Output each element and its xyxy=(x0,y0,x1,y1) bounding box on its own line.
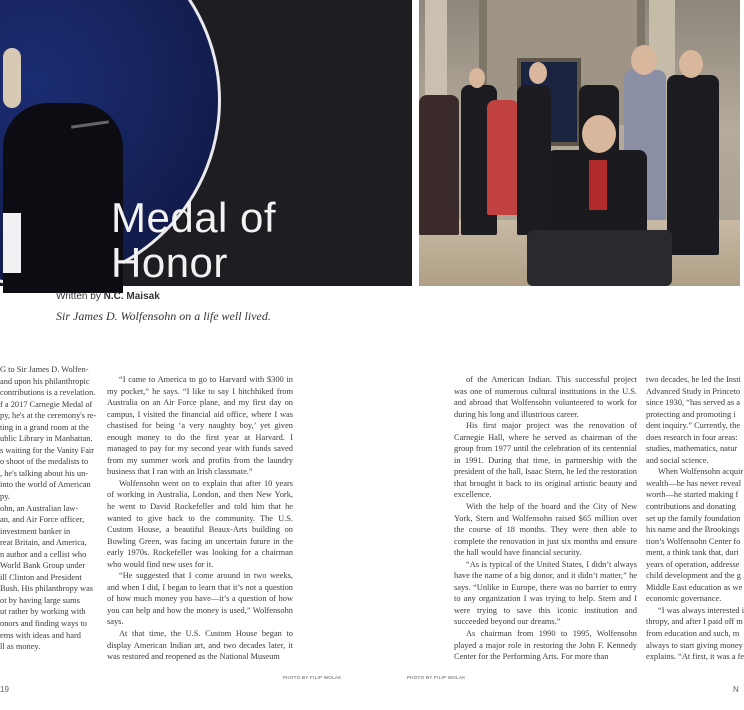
paragraph: “As is typical of the United States, I didn’t always have the name of a big donor, and it didn’t matter,” he says. “Unlike in Europe, there was no barrier to entry to any organization I was trying to help. Stern and I were trying to save this iconic institution and succeeded beyond our dreams.” xyxy=(454,559,637,627)
text-line: ublic Library in Manhattan. xyxy=(0,434,93,444)
text-line: investment banker in xyxy=(0,526,71,536)
text-line: o shoot of the medalists to xyxy=(0,457,89,467)
text-line: studies, mathematics, natur xyxy=(646,444,738,454)
text-line: When Wolfensohn acquir xyxy=(658,467,744,477)
text-line: two decades, he led the Insti xyxy=(646,375,741,384)
text-line: ohn, an Australian law- xyxy=(0,503,79,513)
guest-figure xyxy=(419,95,459,235)
paragraph: “I came to America to go to Harvard with $300 in my pocket,” he says. “I like to say I hitchhiked from Australia on an Air Force plane, and my first day on campus, I visited the financial aid office, where I was chastised for being ‘a very naughty boy,’ yet given enough money to do the first year at Harvard. I managed to pay for my second year with funds saved from my summer work and profits from the laundry business that I ran with an Irish classmate.” xyxy=(107,375,293,477)
text-line: economic governance. xyxy=(646,594,722,604)
author-name: N.C. Maisak xyxy=(103,291,160,302)
medal-ribbon xyxy=(589,160,607,210)
paragraph: “He suggested that I come around in two weeks, and when I did, I began to learn that it’s not a question of how much money you have—it’s a question of how you can help and how the money is used,” Wolfensohn says. xyxy=(107,571,293,627)
guest-head xyxy=(469,68,485,88)
speaker-figure xyxy=(3,103,123,293)
text-line: py. xyxy=(0,492,10,502)
text-line: G to Sir James D. Wolfen- xyxy=(0,365,89,374)
text-line: dent inquiry.” Currently, the xyxy=(646,421,741,431)
text-line: World Bank Group under xyxy=(0,561,86,571)
text-line: always to start giving money xyxy=(646,640,743,650)
guest-head xyxy=(679,50,703,78)
text-line: reat Britain, and America, xyxy=(0,538,87,548)
honoree-head xyxy=(582,115,616,153)
text-line: years of operation, addresse xyxy=(646,559,740,569)
text-line: does research in four areas: xyxy=(646,432,738,442)
text-line: Advanced Study in Princeto xyxy=(646,386,741,396)
woman-black-dress xyxy=(667,75,719,255)
text-line: ll as money. xyxy=(0,642,41,652)
page-number-left: 19 xyxy=(0,685,9,694)
text-line: s waiting for the Vanity Fair xyxy=(0,445,95,455)
title-line-2: Honor xyxy=(111,239,228,286)
text-line: ting in a grand room at the xyxy=(0,422,89,432)
wheelchair xyxy=(527,230,672,286)
title-line-1: Medal of xyxy=(111,194,277,241)
text-line: contributions and donating xyxy=(646,502,736,512)
text-line: ill Clinton and President xyxy=(0,572,82,582)
byline xyxy=(56,291,160,302)
hero-photo-right xyxy=(419,0,740,286)
guest-figure xyxy=(517,85,551,235)
body-column-1 xyxy=(0,362,97,653)
text-line: f a 2017 Carnegie Medal of xyxy=(0,399,93,409)
article-subtitle: Sir James D. Wolfensohn on a life well lived. xyxy=(56,309,271,323)
hero-photo-left xyxy=(0,0,412,286)
paragraph: As chairman from 1990 to 1995, Wolfensohn played a major role in restoring the John F. Kennedy Center for the Performing Arts. For more than xyxy=(454,629,637,662)
text-line: ut rather by working with xyxy=(0,607,86,617)
text-line: ment, a think tank that, duri xyxy=(646,548,739,558)
text-line: child development and the g xyxy=(646,571,741,581)
text-line: set up the family foundation xyxy=(646,513,741,523)
paragraph: Wolfensohn went on to explain that after 10 years of working in Australia, London, and then New York, he went to David Rockefeller and told him that he wanted to give back to the community. The U.S. Custom House, a beautiful Beaux-Arts building on Bowling Green, was facing an uncertain future in the early 1970s. Rockefeller was looking for a chairman who would find new uses for it. xyxy=(107,478,293,569)
body-column-4 xyxy=(646,374,744,663)
paragraph: At that time, the U.S. Custom House began to display American Indian art, and two decades later, it was restored and reopened as the National Museum xyxy=(107,629,293,662)
photo-credit-right: PHOTO BY FILIP WOLAK xyxy=(407,675,466,680)
text-line: “I was always interested i xyxy=(658,605,744,615)
text-line: tion’s Wolfensohn Center fo xyxy=(646,536,741,546)
text-line: ot by having large sums xyxy=(0,595,80,605)
paragraph: of the American Indian. This successful project was one of numerous cultural institutions in the U.S. and abroad that Wolfensohn volunteered to work for during his long and illustrious career. xyxy=(454,375,637,419)
body-column-3 xyxy=(454,374,637,663)
guest-figure xyxy=(487,100,519,215)
page-number-right: N xyxy=(733,685,739,694)
text-line: from education and such, m xyxy=(646,629,740,639)
text-line: contributions is a revelation. xyxy=(0,388,96,398)
text-line: since 1930, “has served as a xyxy=(646,398,740,408)
podium xyxy=(3,213,21,273)
text-line: py, he's at the ceremony's re- xyxy=(0,411,97,421)
text-line: and social science. xyxy=(646,455,709,465)
text-line: and upon his philanthropic xyxy=(0,376,90,386)
paragraph: His first major project was the renovation of Carnegie Hall, where he served as chairman of the group from 1977 until the celebration of its centennial in 1991. During that time, in partnership with the president of the hall, Isaac Stern, he led the restoration that brought it back to its original artistic beauty and excellence. xyxy=(454,421,637,500)
text-line: into the world of American xyxy=(0,480,91,490)
text-line: thropy, and after I paid off m xyxy=(646,617,743,627)
text-line: explains. “At first, it was a fe xyxy=(646,652,744,662)
text-line: Middle East education as we xyxy=(646,582,743,592)
byline-label: Written by xyxy=(56,291,101,302)
text-line: Bush. His philanthropy was xyxy=(0,584,94,594)
text-line: onors and finding ways to xyxy=(0,619,87,629)
paragraph: With the help of the board and the City of New York, Stern and Wolfensohn raised $65 million over the course of 18 months. They were then able to complete the renovation in just six months and ensure the hall would have financial security. xyxy=(454,502,637,558)
photo-credit-left: PHOTO BY FILIP WOLAK xyxy=(283,675,342,680)
body-column-2 xyxy=(107,374,293,663)
text-line: his name and the Brookings xyxy=(646,525,740,535)
text-line: protecting and promoting i xyxy=(646,409,736,419)
text-line: n author and a cellist who xyxy=(0,549,87,559)
text-line: wealth—he has never reveal xyxy=(646,478,742,488)
text-line: worth—he started making f xyxy=(646,490,739,500)
text-line: an, and Air Force officer, xyxy=(0,515,85,525)
text-line: , he's talking about his un- xyxy=(0,468,89,478)
speaker-head xyxy=(3,48,21,108)
guest-head xyxy=(529,62,547,84)
article-title xyxy=(111,195,276,285)
text-line: ems with ideas and hard xyxy=(0,630,81,640)
guest-head xyxy=(631,45,657,75)
